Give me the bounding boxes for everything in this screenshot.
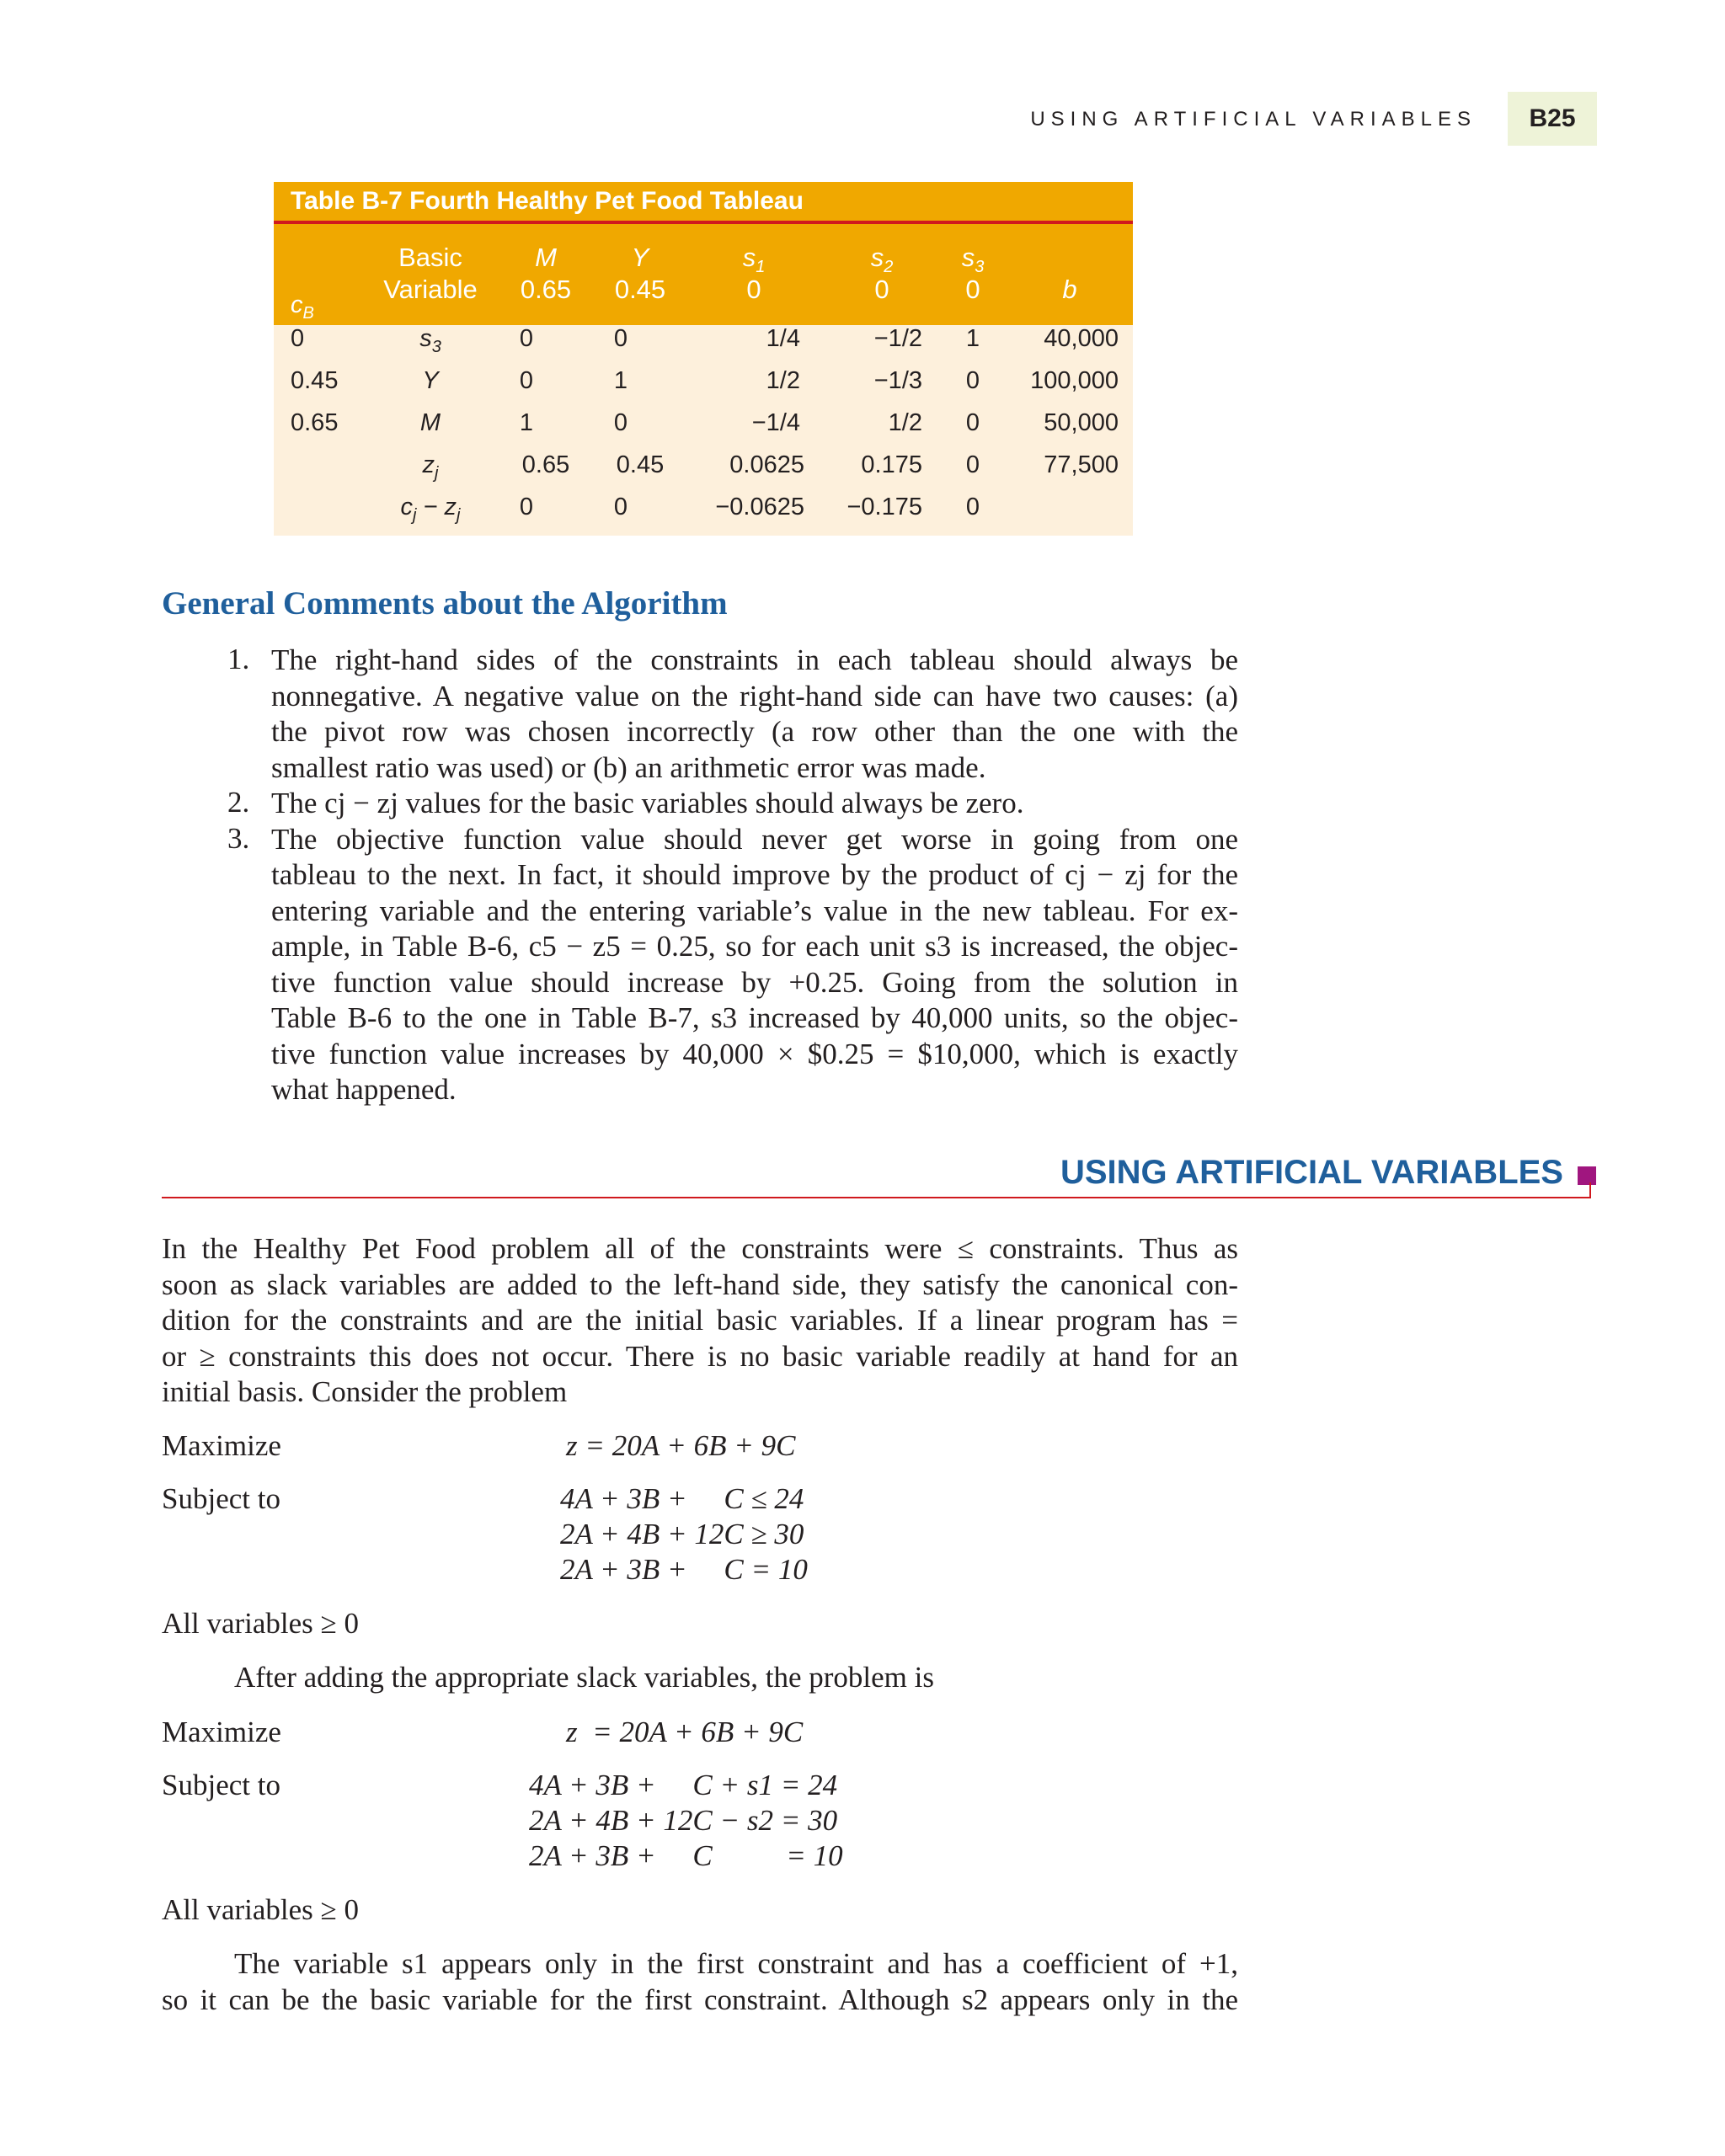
constraint-2-1: 4A + 3B + C + s1 = 24 [529, 1769, 838, 1801]
constraint-1-2: 2A + 4B + 12C ≥ 30 [560, 1518, 804, 1550]
comment-item-2 [227, 786, 1238, 822]
header-col-s3: $s_3$ [961, 243, 985, 277]
objective-2: z = 20A + 6B + 9C [566, 1716, 804, 1748]
constraint-2-3: 2A + 3B + C = 10 [529, 1839, 843, 1872]
row-s3-s2: −1/2 [873, 325, 922, 352]
all-variables-2: All variables ≥ 0 [162, 1893, 360, 1926]
row-y-s3: 0 [965, 367, 980, 394]
constraint-1-1: 4A + 3B + C ≤ 24 [560, 1482, 804, 1515]
section-rule-end [1589, 1182, 1591, 1198]
header-col-y-value: 0.45 [614, 275, 666, 304]
objective-1: z = 20A + 6B + 9C [566, 1429, 796, 1462]
header-col-s3-value: 0 [965, 275, 980, 304]
header-cb: $c_B$ [291, 291, 314, 323]
section-paragraph-1: In the Healthy Pet Food problem all of the constraints were ≤ constraints. Thus as soon as slack variables are added to the left-hand side, they satisfy the canonical con- dition for the constraints and are the initial basic variables. If a linear program has = or ≥ constraints this does not occur. There is no basic variable readily at hand for an initial basis. Consider the problem [162, 1232, 1238, 1408]
header-col-m: M [535, 243, 557, 272]
row-y-s1: 1/2 [766, 367, 800, 394]
row-y-m: 0 [519, 367, 534, 394]
row-y-s2: −1/3 [873, 367, 922, 394]
header-col-b: b [1062, 275, 1077, 304]
section-rule [162, 1197, 1591, 1198]
row-zj-y: 0.45 [616, 451, 665, 478]
constraint-1-3: 2A + 3B + C = 10 [560, 1553, 808, 1586]
comments-heading: General Comments about the Algorithm [162, 585, 728, 622]
row-s3-y: 0 [613, 325, 628, 352]
row-m-cb: 0.65 [291, 409, 339, 436]
row-s3-s1: 1/4 [766, 325, 800, 352]
row-cj-zj-var: $c_j - z_j$ [400, 494, 461, 525]
header-basic: Basic [398, 243, 462, 272]
row-m-s2: 1/2 [888, 409, 922, 436]
comment-number: 1. [227, 643, 250, 675]
row-y-cb: 0.45 [291, 367, 339, 394]
table-title: Table B-7 Fourth Healthy Pet Food Tableau [274, 182, 1133, 221]
subject-to-label-1: Subject to [162, 1482, 280, 1515]
header-col-s1: $s_1$ [742, 243, 766, 277]
after-adding-text: After adding the appropriate slack variables, the problem is [234, 1661, 934, 1694]
comment-item-3 [227, 822, 1238, 1108]
row-s3-b: 40,000 [1044, 325, 1119, 352]
all-variables-1: All variables ≥ 0 [162, 1607, 360, 1640]
header-col-y: Y [631, 243, 649, 272]
comment-item-1 [227, 643, 1238, 786]
header-col-m-value: 0.65 [520, 275, 572, 304]
section-paragraph-2: The variable s1 appears only in the first constraint and has a coefficient of +1, so it can be the basic variable for the first constraint. Although s2 appears only in the [162, 1947, 1238, 2016]
comment-text: The objective function value should never get worse in going from one tableau to the next. In fact, it should improve by the product of cj − zj for the entering variable and the entering variable’s value in the new tableau. For ex- ample, in Table B-6, c5 − z5 = 0.25, so for each unit s3 is increased, the objec- tive function value should increase by +0.25. Going from the solution in Table B-6 to the one in Table B-7, s3 increased by 40,000 units, so the objec- tive function value increases by 40,000 × $0.25 = $10,000, which is exactly what happened. [271, 822, 1238, 1106]
comment-text: The right-hand sides of the constraints in each tableau should always be nonnegative. A negative value on the right-hand side can have two causes: (a) the pivot row was chosen incorrectly (a row other than the one with the smallest ratio was used) or (b) an arithmetic error was made. [271, 643, 1238, 784]
header-col-s2: $s_2$ [870, 243, 894, 277]
row-zj-var: $z_j$ [422, 451, 439, 483]
row-y-b: 100,000 [1030, 367, 1119, 394]
section-title: USING ARTIFICIAL VARIABLES [1060, 1154, 1563, 1191]
row-y-y: 1 [613, 367, 628, 394]
comment-number: 3. [227, 821, 250, 855]
row-s3-cb: 0 [291, 325, 305, 352]
row-m-s1: −1/4 [751, 409, 800, 436]
row-s3-s3: 1 [965, 325, 980, 352]
constraint-2-2: 2A + 4B + 12C − s2 = 30 [529, 1804, 838, 1837]
table-header [274, 224, 1133, 325]
row-cj-zj-y: 0 [613, 494, 628, 520]
row-m-b: 50,000 [1044, 409, 1119, 436]
header-variable: Variable [383, 275, 478, 304]
comments-list [227, 643, 1238, 1108]
subject-to-label-2: Subject to [162, 1769, 280, 1801]
header-col-s2-value: 0 [874, 275, 889, 304]
row-zj-s2: 0.175 [861, 451, 922, 478]
running-head-title: USING ARTIFICIAL VARIABLES [1030, 108, 1477, 131]
row-s3-m: 0 [519, 325, 534, 352]
maximize-label-1: Maximize [162, 1429, 281, 1462]
maximize-label-2: Maximize [162, 1716, 281, 1748]
row-y-var: Y [422, 367, 439, 394]
row-m-y: 0 [613, 409, 628, 436]
row-zj-s1: 0.0625 [729, 451, 804, 478]
row-m-var: M [419, 409, 441, 436]
section-marker [1578, 1166, 1596, 1185]
row-m-m: 1 [519, 409, 534, 436]
row-zj-b: 77,500 [1044, 451, 1119, 478]
row-cj-zj-m: 0 [519, 494, 534, 520]
page-number: B25 [1508, 92, 1597, 146]
row-zj-s3: 0 [965, 451, 980, 478]
header-col-s1-value: 0 [746, 275, 761, 304]
row-cj-zj-s2: −0.175 [846, 494, 922, 520]
row-cj-zj-s3: 0 [965, 494, 980, 520]
comment-number: 2. [227, 786, 250, 819]
row-s3-var: $s_3$ [419, 325, 441, 356]
row-zj-m: 0.65 [521, 451, 570, 478]
tableau-table [274, 182, 1133, 536]
row-m-s3: 0 [965, 409, 980, 436]
comment-text: The cj − zj values for the basic variables should always be zero. [271, 787, 1024, 819]
row-cj-zj-s1: −0.0625 [715, 494, 804, 520]
